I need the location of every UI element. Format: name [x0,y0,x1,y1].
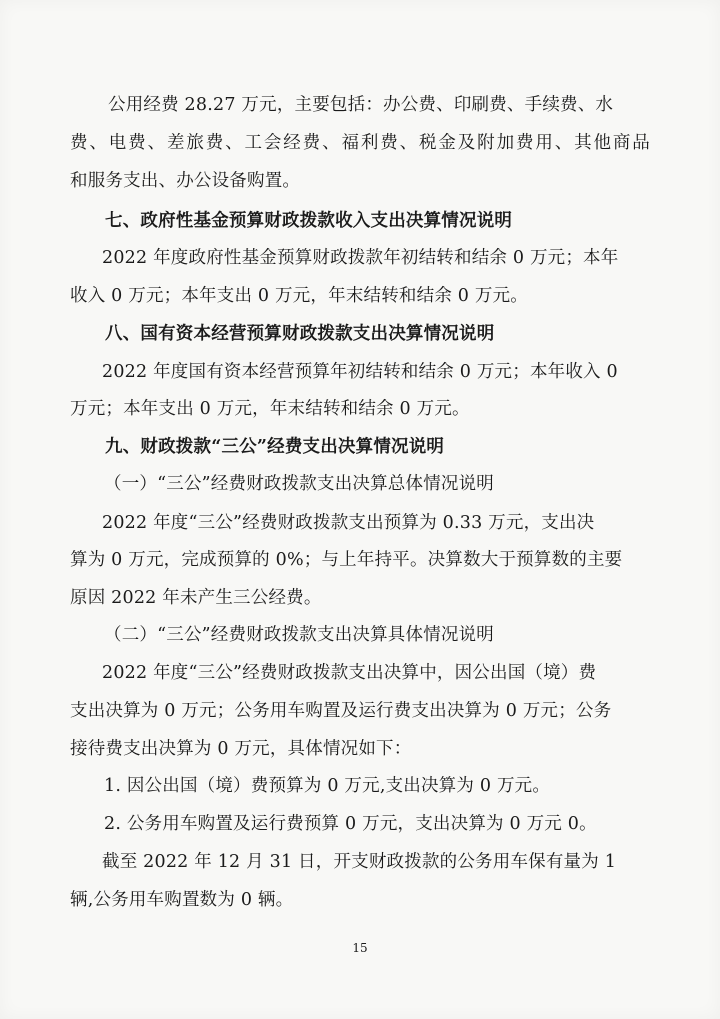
section-heading-9: 九、财政拨款“三公”经费支出决算情况说明 [105,437,445,457]
paragraph-line: 2022 年度“三公”经费财政拨款支出决算中，因公出国（境）费 [102,663,597,683]
paragraph-line: 辆,公务用车购置数为 0 辆。 [70,890,294,910]
paragraph-line: 万元；本年支出 0 万元，年末结转和结余 0 万元。 [70,399,470,419]
paragraph-line: 和服务支出、办公设备购置。 [70,171,301,191]
paragraph-line: 接待费支出决算为 0 万元，具体情况如下： [70,739,412,759]
paragraph-line: 2022 年度国有资本经营预算年初结转和结余 0 万元；本年收入 0 [102,362,618,382]
subsection-heading-2: （二）“三公”经费财政拨款支出决算具体情况说明 [104,625,494,645]
subsection-heading-1: （一）“三公”经费财政拨款支出决算总体情况说明 [104,474,494,494]
list-item-1: 1. 因公出国（境）费预算为 0 万元,支出决算为 0 万元。 [104,776,551,796]
paragraph-line: 2022 年度政府性基金预算财政拨款年初结转和结余 0 万元；本年 [102,248,619,268]
section-heading-8: 八、国有资本经营预算财政拨款支出决算情况说明 [105,324,495,344]
page-number: 15 [352,941,368,955]
paragraph-line: 算为 0 万元，完成预算的 0%；与上年持平。决算数大于预算数的主要 [70,550,623,570]
paragraph-line: 费、电费、差旅费、工会经费、福利费、税金及附加费用、其他商品 [70,133,650,153]
list-item-2: 2. 公务用车购置及运行费预算 0 万元，支出决算为 0 万元 0。 [104,814,597,834]
paragraph-line: 收入 0 万元；本年支出 0 万元，年末结转和结余 0 万元。 [70,286,528,306]
paragraph-line: 原因 2022 年未产生三公经费。 [70,588,322,608]
paragraph-line: 截至 2022 年 12 月 31 日，开支财政拨款的公务用车保有量为 1 [102,852,617,872]
paragraph-line: 公用经费 28.27 万元，主要包括：办公费、印刷费、手续费、水 [108,95,614,115]
paragraph-line: 2022 年度“三公”经费财政拨款支出预算为 0.33 万元，支出决 [102,513,595,533]
section-heading-7: 七、政府性基金预算财政拨款收入支出决算情况说明 [105,211,513,231]
paragraph-line: 支出决算为 0 万元；公务用车购置及运行费支出决算为 0 万元；公务 [70,701,612,721]
